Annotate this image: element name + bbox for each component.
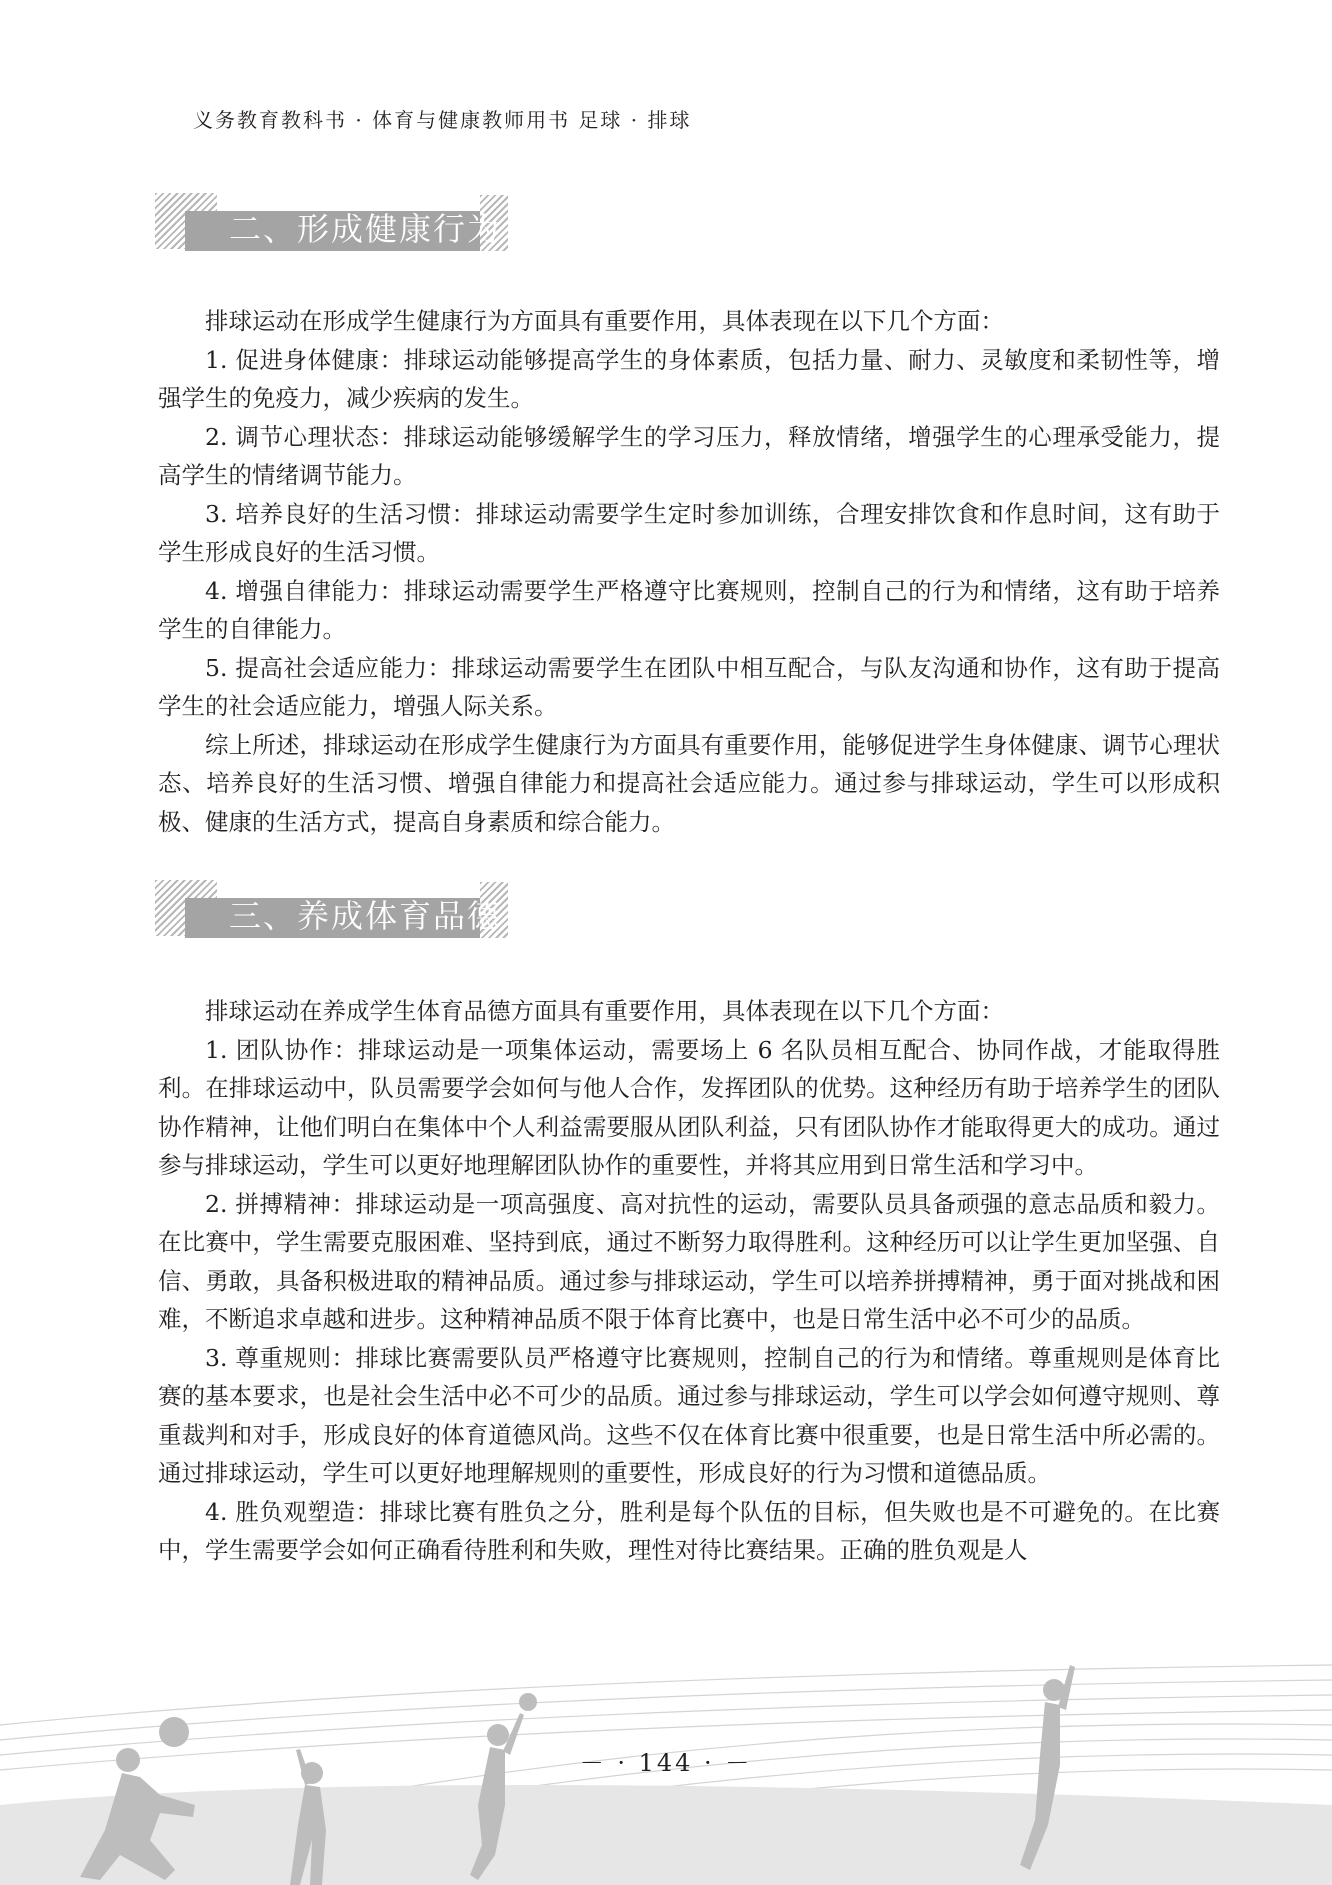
paragraph: 5. 提高社会适应能力：排球运动需要学生在团队中相互配合，与队友沟通和协作，这有助于提高学生的社会适应能力，增强人际关系。 — [158, 653, 1220, 720]
section-title-text: 三、养成体育品德 — [229, 897, 502, 935]
page-number: － · 144 · － — [579, 1749, 753, 1777]
section-title-sports-ethics — [155, 880, 555, 950]
paragraph: 4. 增强自律能力：排球运动需要学生严格遵守比赛规则，控制自己的行为和情绪，这有助于培养学生的自律能力。 — [158, 576, 1220, 643]
section-title-health-behavior — [155, 193, 555, 263]
running-head: 义务教育教科书 · 体育与健康教师用书 足球 · 排球 — [193, 108, 692, 132]
paragraph: 1. 促进身体健康：排球运动能够提高学生的身体素质，包括力量、耐力、灵敏度和柔韧性等，增强学生的免疫力，减少疾病的发生。 — [158, 345, 1220, 412]
court-floor-shape — [0, 1785, 1332, 1885]
paragraph: 2. 调节心理状态：排球运动能够缓解学生的学习压力，释放情绪，增强学生的心理承受能力，提高学生的情绪调节能力。 — [158, 422, 1220, 489]
section-body-sports-ethics — [158, 992, 1220, 1570]
section-body-health-behavior — [158, 302, 1220, 841]
paragraph: 综上所述，排球运动在形成学生健康行为方面具有重要作用，能够促进学生身体健康、调节心理状态、培养良好的生活习惯、增强自律能力和提高社会适应能力。通过参与排球运动，学生可以形成积极、健康的生活方式，提高自身素质和综合能力。 — [158, 730, 1220, 836]
paragraph: 3. 培养良好的生活习惯：排球运动需要学生定时参加训练，合理安排饮食和作息时间，这有助于学生形成良好的生活习惯。 — [158, 499, 1220, 566]
paragraph: 2. 拼搏精神：排球运动是一项高强度、高对抗性的运动，需要队员具备顽强的意志品质和毅力。在比赛中，学生需要克服困难、坚持到底，通过不断努力取得胜利。这种经历可以让学生更加坚强、自信、勇敢，具备积极进取的精神品质。通过参与排球运动，学生可以培养拼搏精神，勇于面对挑战和困难，不断追求卓越和进步。这种精神品质不限于体育比赛中，也是日常生活中必不可少的品质。 — [158, 1189, 1220, 1333]
paragraph: 4. 胜负观塑造：排球比赛有胜负之分，胜利是每个队伍的目标，但失败也是不可避免的。在比赛中，学生需要学会如何正确看待胜利和失败，理性对待比赛结果。正确的胜负观是人 — [158, 1497, 1220, 1564]
paragraph: 3. 尊重规则：排球比赛需要队员严格遵守比赛规则，控制自己的行为和情绪。尊重规则是体育比赛的基本要求，也是社会生活中必不可少的品质。通过参与排球运动，学生可以学会如何遵守规则、尊重裁判和对手，形成良好的体育道德风尚。这些不仅在体育比赛中很重要，也是日常生活中所必需的。通过排球运动，学生可以更好地理解规则的重要性，形成良好的行为习惯和道德品质。 — [158, 1343, 1220, 1487]
section-title-text: 二、形成健康行为 — [229, 210, 502, 248]
paragraph: 1. 团队协作：排球运动是一项集体运动，需要场上 6 名队员相互配合、协同作战，才能取得胜利。在排球运动中，队员需要学会如何与他人合作，发挥团队的优势。这种经历有助于培养学生的团队协作精神，让他们明白在集体中个人利益需要服从团队利益，只有团队协作才能取得更大的成功。通过参与排球运动，学生可以更好地理解团队协作的重要性，并将其应用到日常生活和学习中。 — [158, 1035, 1220, 1179]
paragraph: 排球运动在养成学生体育品德方面具有重要作用，具体表现在以下几个方面： — [205, 997, 1004, 1025]
paragraph: 排球运动在形成学生健康行为方面具有重要作用，具体表现在以下几个方面： — [205, 307, 1004, 335]
